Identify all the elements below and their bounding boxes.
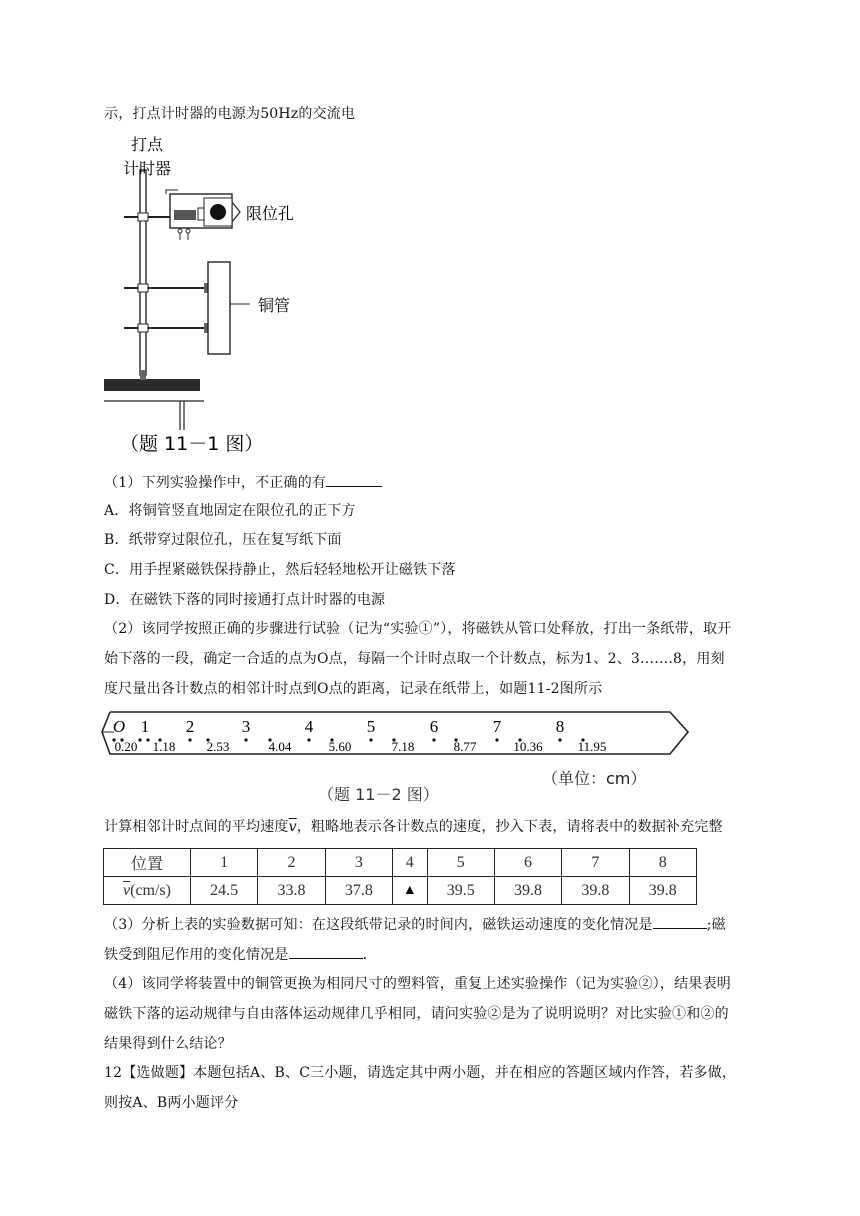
table-cell: 1 [191,849,258,877]
q2-line2: 始下落的一段，确定一合适的点为O点，每隔一个计时点取一个计数点，标为1、2、3…….8，用刻 [104,651,725,667]
table-cell-missing: ▲ [393,877,428,905]
figure1-caption: （题 11－1 图） [120,433,264,455]
q1-stem: （1）下列实验操作中，不正确的有 [104,472,382,493]
answer-blank [653,914,707,929]
tape-distance-label: 10.36 [513,739,543,754]
table-cell: 6 [494,849,561,877]
tape-distance-label: 2.53 [206,739,230,754]
tape-dot [138,738,141,741]
label-limit-hole: 限位孔 [246,204,295,223]
table-cell: 39.8 [629,877,696,905]
tape-point-label: 3 [241,717,251,736]
q1-option-a: A．将铜管竖直地固定在限位孔的正下方 [104,503,356,519]
label-copper-pipe: 铜管 [258,296,291,315]
table-cell: 33.8 [258,877,325,905]
tape-dot [369,738,372,741]
label-timer-line1: 打点 [130,135,164,154]
q2-line4: 计算相邻计时点间的平均速度$\overline{v}$，粗略地表示各计数点的速度，抄入下表，请将表中的数据补充完整 [104,819,723,835]
tape-distance-label: 8.77 [453,739,477,754]
tape-dot [146,738,149,741]
tape-distance-label: 5.60 [328,739,352,754]
tape-caption: （题 11－2 图） [318,785,439,804]
v-bar-symbol: $\overline{v}$ [288,819,297,835]
q4-line1: （4）该同学将装置中的铜管更换为相同尺寸的塑料管，重复上述实验操作（记为实验②），结果表明 [104,976,731,992]
intro-text: 示，打点计时器的电源为50Hz的交流电 [104,106,356,122]
q2-line3: 度尺量出各计数点的相邻计时点到O点的距离，记录在纸带上，如题11-2图所示 [104,681,603,697]
q4-line3: 结果得到什么结论？ [104,1036,232,1052]
table-cell: 39.5 [427,877,494,905]
tape-point-label: 5 [366,717,376,736]
tape-distance-label: 7.18 [391,739,415,754]
answer-blank [289,944,363,959]
tape-dot [188,738,191,741]
table-row [104,849,697,877]
tape-dot [432,738,435,741]
table-cell: 24.5 [191,877,258,905]
label-timer-line2: 计时器 [122,159,172,178]
table-cell: 8 [629,849,696,877]
table-header-position: 位置 [104,849,191,877]
table-cell: 39.8 [562,877,629,905]
tape-dot [495,738,498,741]
tape-point-label: 6 [429,717,439,736]
tape-distance-label: 0.20 [114,739,138,754]
apparatus-figure [100,130,360,460]
tape-unit: （单位：cm） [542,769,647,788]
tape-point-label: 8 [555,717,565,736]
tape-dot [558,738,561,741]
tape-point-label: 2 [185,717,195,736]
q1-option-c: C．用手捏紧磁铁保持静止，然后轻轻地松开让磁铁下落 [104,562,456,578]
table-cell: 4 [393,849,428,877]
table-cell: 5 [427,849,494,877]
table-row [104,877,697,905]
q3-line2: 铁受到阻尼作用的变化情况是 . [104,944,367,965]
tape-point-label: 4 [304,717,314,736]
q12-line1: 12【选做题】本题包括A、B、C三小题，请选定其中两小题，并在相应的答题区域内作答，若多做， [104,1065,737,1081]
tape-dot [244,738,247,741]
tape-dot [307,738,310,741]
q1-option-d: D．在磁铁下落的同时接通打点计时器的电源 [104,592,386,608]
tape-distance-label: 1.18 [152,739,176,754]
q12-line2: 则按A、B两小题评分 [104,1095,239,1111]
q2-line1: （2）该同学按照正确的步骤进行试验（记为“实验①”），将磁铁从管口处释放，打出一条纸带，取开 [104,621,732,637]
table-cell: 39.8 [494,877,561,905]
table-cell: 2 [258,849,325,877]
q3-line1: （3）分析上表的实验数据可知：在这段纸带记录的时间内，磁铁运动速度的变化情况是 ;磁 [104,914,726,935]
tape-distance-label: 11.95 [577,739,607,754]
tape-point-label: 1 [140,717,150,736]
tape-distance-label: 4.04 [268,739,292,754]
tape-point-label: O [112,717,126,736]
tape-point-label: 7 [492,717,502,736]
velocity-table [103,848,697,905]
q1-option-b: B．纸带穿过限位孔，压在复写纸下面 [104,532,342,548]
table-header-velocity: $\overline{v}(cm/s)$ [104,877,191,905]
q4-line2: 磁铁下落的运动规律与自由落体运动规律几乎相同，请问实验②是为了说明说明？对比实验①和②的 [104,1006,729,1022]
table-cell: 37.8 [325,877,392,905]
table-cell: 7 [562,849,629,877]
table-cell: 3 [325,849,392,877]
answer-blank [326,472,382,487]
